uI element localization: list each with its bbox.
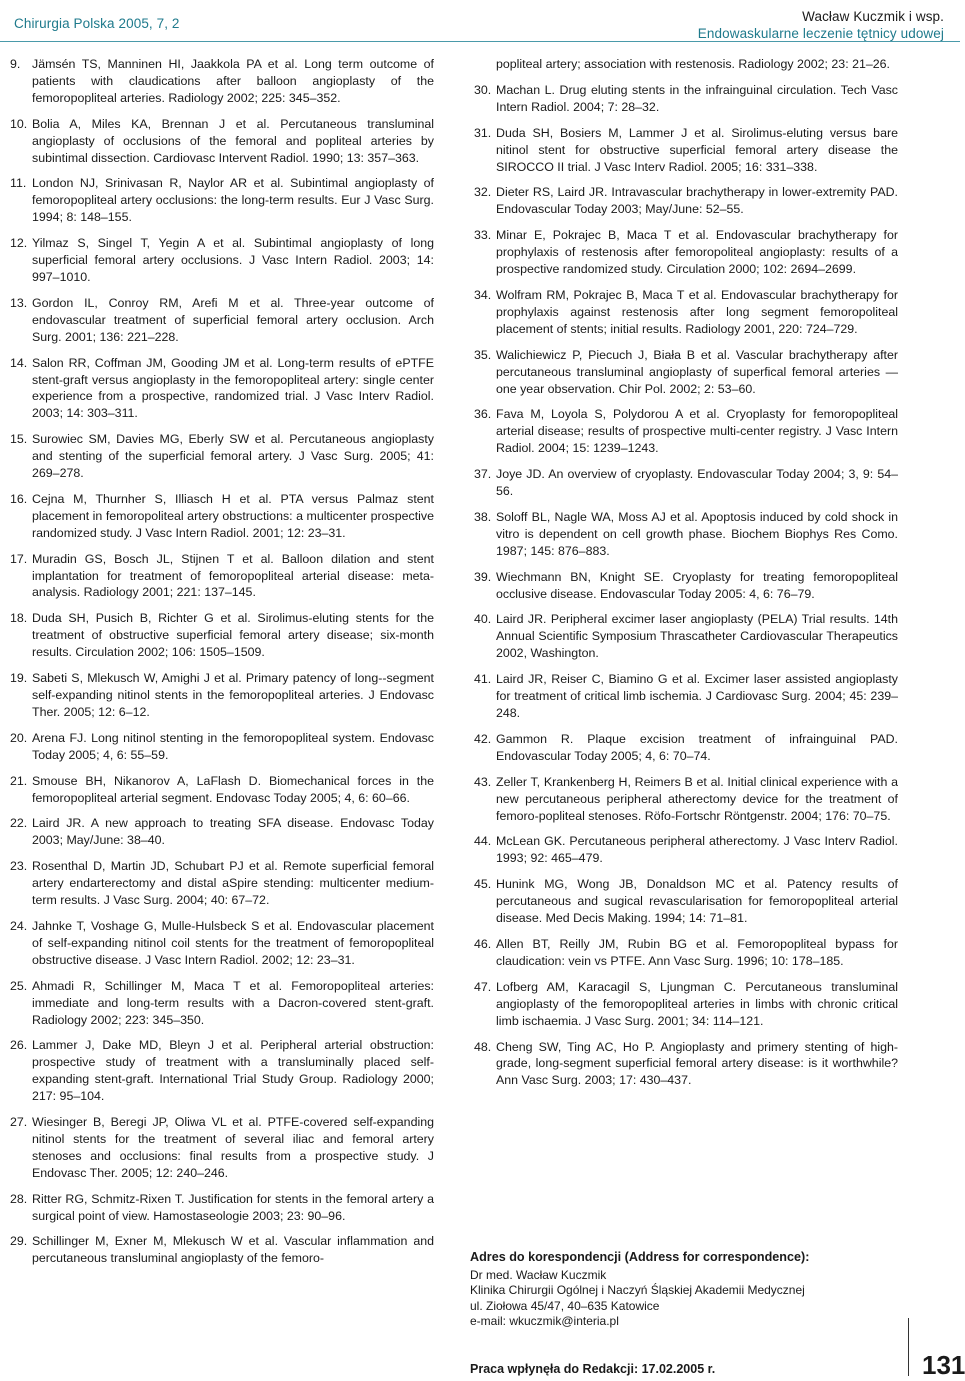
journal-header: Chirurgia Polska 2005, 7, 2 — [14, 16, 180, 31]
reference-item — [474, 569, 898, 603]
correspondence-block — [470, 1250, 850, 1330]
header-title: Endowaskularne leczenie tętnicy udowej — [697, 26, 944, 41]
reference-item — [10, 491, 434, 542]
reference-item — [474, 466, 898, 500]
reference-item — [474, 184, 898, 218]
reference-text: Laird JR. A new approach to treating SFA disease. Endovasc Today 2003; May/June: 38–40. — [32, 816, 434, 848]
reference-item — [10, 730, 434, 764]
received-date: Praca wpłynęła do Redakcji: 17.02.2005 r. — [470, 1362, 716, 1376]
correspondence-name: Dr med. Wacław Kuczmik — [470, 1267, 607, 1282]
references-right-column — [474, 56, 898, 1098]
reference-number: 26. — [10, 1038, 28, 1053]
reference-text: Smouse BH, Nikanorov A, LaFlash D. Biomechanical forces in the femoropopliteal arterial segment. Endovasc Today 2005; 4, 6: 60–66. — [32, 773, 434, 805]
reference-text: Zeller T, Krankenberg H, Reimers B et al. Initial clinical experience with a new percutaneous peripheral atherectomy device for the treatment of femoro-popliteal stenoses. Röfo-Fortschr Röntgenstr. 2004; 176: 70–75. — [496, 774, 898, 823]
reference-text: popliteal artery; association with restenosis. Radiology 2002; 23: 21–26. — [496, 57, 890, 71]
reference-number: 45. — [474, 877, 492, 892]
correspondence-institution: Klinika Chirurgii Ogólnej i Naczyń Śląskiej Akademii Medycznej — [470, 1283, 805, 1297]
reference-item — [10, 431, 434, 482]
reference-text: Salon RR, Coffman JM, Gooding JM et al. Long-term results of ePTFE stent-graft versus angioplasty in the femoropopliteal artery: single center experience from a prospective, randomized trial. J Vasc Interv Radiol. 2003; 14: 303–311. — [32, 355, 434, 421]
reference-number: 20. — [10, 730, 28, 745]
reference-item — [10, 116, 434, 167]
reference-item — [474, 979, 898, 1030]
reference-text: Sabeti S, Mlekusch W, Amighi J et al. Primary patency of long--segment self-expanding nitinol stents in the femoropopliteal arteries. J Endovasc Ther. 2005; 12: 6–12. — [32, 671, 434, 719]
reference-item — [10, 1037, 434, 1105]
reference-item — [10, 235, 434, 286]
reference-number: 24. — [10, 918, 28, 933]
reference-item — [474, 731, 898, 765]
article-header — [698, 8, 944, 42]
reference-text: Joye JD. An overview of cryoplasty. Endovascular Today 2004; 3, 9: 54–56. — [496, 467, 898, 499]
reference-item — [10, 551, 434, 602]
reference-text: Machan L. Drug eluting stents in the infrainguinal circulation. Tech Vasc Intern Radiol. 2004; 7: 28–32. — [496, 82, 898, 114]
reference-item — [10, 355, 434, 423]
reference-text: Wiesinger B, Beregi JP, Oliwa VL et al. PTFE-covered self-expanding nitinol stents for the treatment of several iliac and femoral artery stenoses and occlusions: final results from a prospective study. J Endovasc Ther. 2005; 12: 240–246. — [32, 1115, 434, 1180]
reference-text: Surowiec SM, Davies MG, Eberly SW et al. Percutaneous angioplasty and stenting of the superficial femoral artery. J Vasc Surg. 2005; 41: 269–278. — [32, 432, 434, 481]
reference-text: Duda SH, Bosiers M, Lammer J et al. Sirolimus-eluting versus bare nitinol stent for obstructive superficial femoral artery disease the SIROCCO II trial. J Vasc Interv Radiol. 2005; 16: 331–338. — [496, 125, 898, 174]
reference-text: Muradin GS, Bosch JL, Stijnen T et al. Balloon dilation and stent implantation for treatment of femoropopliteal arterial disease: meta-analysis. Radiology 2001; 221: 137–145. — [32, 551, 434, 600]
reference-number: 47. — [474, 979, 492, 994]
reference-number: 11. — [10, 176, 27, 191]
reference-number: 43. — [474, 774, 492, 789]
reference-number: 15. — [10, 432, 28, 447]
reference-number: 38. — [474, 509, 492, 524]
reference-item — [474, 227, 898, 278]
reference-text: Schillinger M, Exner M, Mlekusch W et al. Vascular inflammation and percutaneous transluminal angioplasty of the femoro- — [32, 1234, 434, 1266]
reference-number: 16. — [10, 491, 28, 506]
reference-item — [10, 1233, 434, 1267]
reference-text: Allen BT, Reilly JM, Rubin BG et al. Femoropopliteal bypass for claudication: vein vs PTFE. Ann Vasc Surg. 1996; 10: 178–185. — [496, 936, 898, 968]
references-left-column — [10, 56, 434, 1276]
reference-number: 22. — [10, 816, 28, 831]
reference-text: London NJ, Srinivasan R, Naylor AR et al. Subintimal angioplasty of femoropopliteal artery occlusions: the long-term results. Eur J Vasc Surg. 1994; 8: 148–155. — [32, 176, 434, 225]
reference-item — [474, 406, 898, 457]
reference-item — [474, 876, 898, 927]
reference-number: 31. — [474, 125, 492, 140]
reference-item — [474, 833, 898, 867]
reference-text: Gordon IL, Conroy RM, Arefi M et al. Three-year outcome of endovascular treatment of superficial femoral artery occlusion. Arch Surg. 2001; 136: 221–228. — [32, 295, 434, 344]
reference-item — [10, 670, 434, 721]
reference-number: 30. — [474, 82, 492, 97]
reference-number: 39. — [474, 569, 492, 584]
reference-number: 33. — [474, 228, 492, 243]
reference-text: Cejna M, Thurnher S, Illiasch H et al. PTA versus Palmaz stent placement in femoropoliteal artery obstructions: a multicenter prospective randomized study. J Vasc Intern Radiol. 2001; 12: 23–31. — [32, 491, 434, 540]
reference-text: Hunink MG, Wong JB, Donaldson MC et al. Patency results of percutaneous and sugical revascularisation for femoropopliteal arterial disease. Med Decis Making. 1994; 14: 71–81. — [496, 877, 898, 926]
reference-text: Gammon R. Plaque excision treatment of infrainguinal PAD. Endovascular Today 2005; 4, 6: 70–74. — [496, 731, 898, 763]
reference-number: 40. — [474, 612, 492, 627]
reference-number: 48. — [474, 1039, 492, 1054]
reference-number: 28. — [10, 1191, 28, 1206]
reference-text: Minar E, Pokrajec B, Maca T et al. Endovascular brachytherapy for prophylaxis of restenosis after femoropoliteal angioplasty: results of a prospective randomized study. Circulation 2000; 102: 2694–2699. — [496, 228, 898, 277]
reference-item — [474, 774, 898, 825]
reference-text: Duda SH, Pusich B, Richter G et al. Sirolimus-eluting stents for the treatment of obstructive superficial femoral artery disease; six-month results. Circulation 2002; 106: 1505–1509. — [32, 611, 434, 660]
reference-number: 9. — [10, 57, 21, 71]
reference-text: McLean GK. Percutaneous peripheral atherectomy. J Vasc Interv Radiol. 1993; 92: 465–479. — [496, 834, 898, 866]
reference-text: Ritter RG, Schmitz-Rixen T. Justification for stents in the femoral artery a surgical point of view. Hamostaseologie 2003; 23: 90–96. — [32, 1191, 434, 1223]
reference-number: 17. — [10, 551, 28, 566]
reference-text: Yilmaz S, Singel T, Yegin A et al. Subintimal angioplasty of long superficial femoral artery occlusions. J Vasc Intern Radiol. 2003; 14: 997–1010. — [32, 236, 434, 284]
reference-number: 27. — [10, 1115, 28, 1130]
reference-text: Ahmadi R, Schillinger M, Maca T et al. Femoropopliteal arteries: immediate and long-term results with a Dacron-covered stent-graft. Radiology 2002; 223: 345–350. — [32, 978, 434, 1027]
reference-text: Laird JR. Peripheral excimer laser angioplasty (PELA) Trial results. 14th Annual Scientific Symposium Thrascatheter Cardiovascular Therapeutics 2002, Washington. — [496, 612, 898, 661]
reference-number: 13. — [10, 295, 28, 310]
reference-item — [474, 347, 898, 398]
reference-item — [10, 815, 434, 849]
reference-text: Jahnke T, Voshage G, Mulle-Hulsbeck S et al. Endovascular placement of self-expanding nitinol coil stents for the treatment of femoropopliteal obstructive disease. J Vasc Intern Radiol. 2002; 12: 23–31. — [32, 918, 434, 967]
reference-number: 10. — [10, 116, 28, 131]
reference-number: 44. — [474, 834, 492, 849]
reference-number: 25. — [10, 978, 28, 993]
reference-number: 29. — [10, 1234, 28, 1249]
reference-text: Wolfram RM, Pokrajec B, Maca T et al. Endovascular brachytherapy for prophylaxis against restenosis after long segment femoropoliteal placement of stents; initial results. Radiology 2001, 220: 724–729. — [496, 287, 898, 336]
reference-text: Fava M, Loyola S, Polydorou A et al. Cryoplasty for femoropopliteal arterial disease; results of prospective multi-center registry. J Vasc Intern Radiol. 2004; 15: 1239–1243. — [496, 407, 898, 456]
reference-item — [474, 936, 898, 970]
reference-item — [474, 611, 898, 662]
correspondence-street: ul. Ziołowa 45/47, 40–635 Katowice — [470, 1298, 660, 1313]
reference-text: Jämsén TS, Manninen HI, Jaakkola PA et al. Long term outcome of patients with claudications after balloon angioplasty of the femoropopliteal arteries. Radiology 2002; 225: 345–352. — [32, 57, 434, 105]
reference-text: Walichiewicz P, Piecuch J, Biała B et al. Vascular brachytherapy after percutaneous transluminal angioplasty of superfical femoral arteries — one year observation. Chir Pol. 2002; 2: 53–60. — [496, 347, 898, 396]
reference-item — [10, 773, 434, 807]
reference-number: 12. — [10, 236, 28, 251]
reference-item — [10, 1191, 434, 1225]
reference-text: Dieter RS, Laird JR. Intravascular brachytherapy in lower-extremity PAD. Endovascular Today 2003; May/June: 52–55. — [496, 185, 898, 217]
reference-number: 18. — [10, 611, 28, 626]
header-author: Wacław Kuczmik i wsp. — [802, 9, 944, 24]
reference-text: Arena FJ. Long nitinol stenting in the femoropopliteal system. Endovasc Today 2005; 4, 6: 55–59. — [32, 730, 434, 762]
reference-number: 14. — [10, 355, 28, 370]
reference-number: 46. — [474, 936, 492, 951]
reference-item — [474, 125, 898, 176]
reference-text: Wiechmann BN, Knight SE. Cryoplasty for treating femoropopliteal occlusive disease. Endovascular Today 2005: 4, 6: 76–79. — [496, 569, 898, 601]
reference-text: Lammer J, Dake MD, Bleyn J et al. Peripheral arterial obstruction: prospective study of treatment with a transluminally placed self-expanding stent-graft. International Trial Study Group. Radiology 2000; 217: 95–104. — [32, 1038, 434, 1104]
reference-item — [474, 56, 898, 73]
reference-number: 36. — [474, 407, 492, 422]
reference-number: 21. — [10, 773, 28, 788]
reference-number: 23. — [10, 859, 28, 874]
reference-item — [10, 858, 434, 909]
reference-text: Bolia A, Miles KA, Brennan J et al. Percutaneous transluminal angioplasty of occlusions of the femoral and popliteal arteries by subintimal dissection. Cardiovasc Intervent Radiol. 1990; 13: 357–363. — [32, 116, 434, 165]
reference-item — [10, 610, 434, 661]
reference-item — [10, 918, 434, 969]
reference-number: 19. — [10, 671, 28, 686]
reference-item — [474, 82, 898, 116]
reference-item — [474, 287, 898, 338]
reference-number: 32. — [474, 185, 492, 200]
correspondence-heading: Adres do korespondencji (Address for correspondence): — [470, 1250, 810, 1264]
header-divider — [0, 41, 960, 42]
reference-item — [474, 671, 898, 722]
reference-text: Soloff BL, Nagle WA, Moss AJ et al. Apoptosis induced by cold shock in vitro is dependent on cell growth phase. Biochem Biophys Res Como. 1987; 145: 876–883. — [496, 509, 898, 558]
reference-number: 34. — [474, 287, 492, 302]
reference-item — [10, 1114, 434, 1182]
reference-text: Laird JR, Reiser C, Biamino G et al. Excimer laser assisted angioplasty for treatment of critical limb ischemia. J Cardiovasc Surg. 2004; 45: 239–248. — [496, 672, 898, 720]
reference-text: Lofberg AM, Karacagil S, Ljungman C. Percutaneous transluminal angioplasty of the femoropopliteal arteries in limbs with chronic critical limb ischaemia. J Vasc Surg. 2001; 34: 114–121. — [496, 979, 898, 1028]
reference-text: Cheng SW, Ting AC, Ho P. Angioplasty and primery stenting of high-grade, long-segment superficial femoral artery disease: is it worthwhile? Ann Vasc Surg. 2003; 17: 430–437. — [496, 1039, 898, 1088]
correspondence-email[interactable]: e-mail: wkuczmik@interia.pl — [470, 1314, 619, 1328]
reference-text: Rosenthal D, Martin JD, Schubart PJ et al. Remote superficial femoral artery endarterectomy and distal aSpire stending: multicenter medium-term results. J Vasc Surg. 2004; 40: 67–72. — [32, 859, 434, 908]
reference-item — [10, 56, 434, 107]
reference-item — [10, 295, 434, 346]
reference-number: 42. — [474, 731, 492, 746]
page-number: 131 — [922, 1350, 965, 1380]
footer-divider — [908, 1318, 909, 1376]
reference-number: 37. — [474, 467, 492, 482]
reference-number: 41. — [474, 672, 492, 687]
reference-item — [10, 978, 434, 1029]
reference-item — [474, 509, 898, 560]
reference-item — [10, 175, 434, 226]
reference-number: 35. — [474, 347, 492, 362]
reference-item — [474, 1039, 898, 1090]
